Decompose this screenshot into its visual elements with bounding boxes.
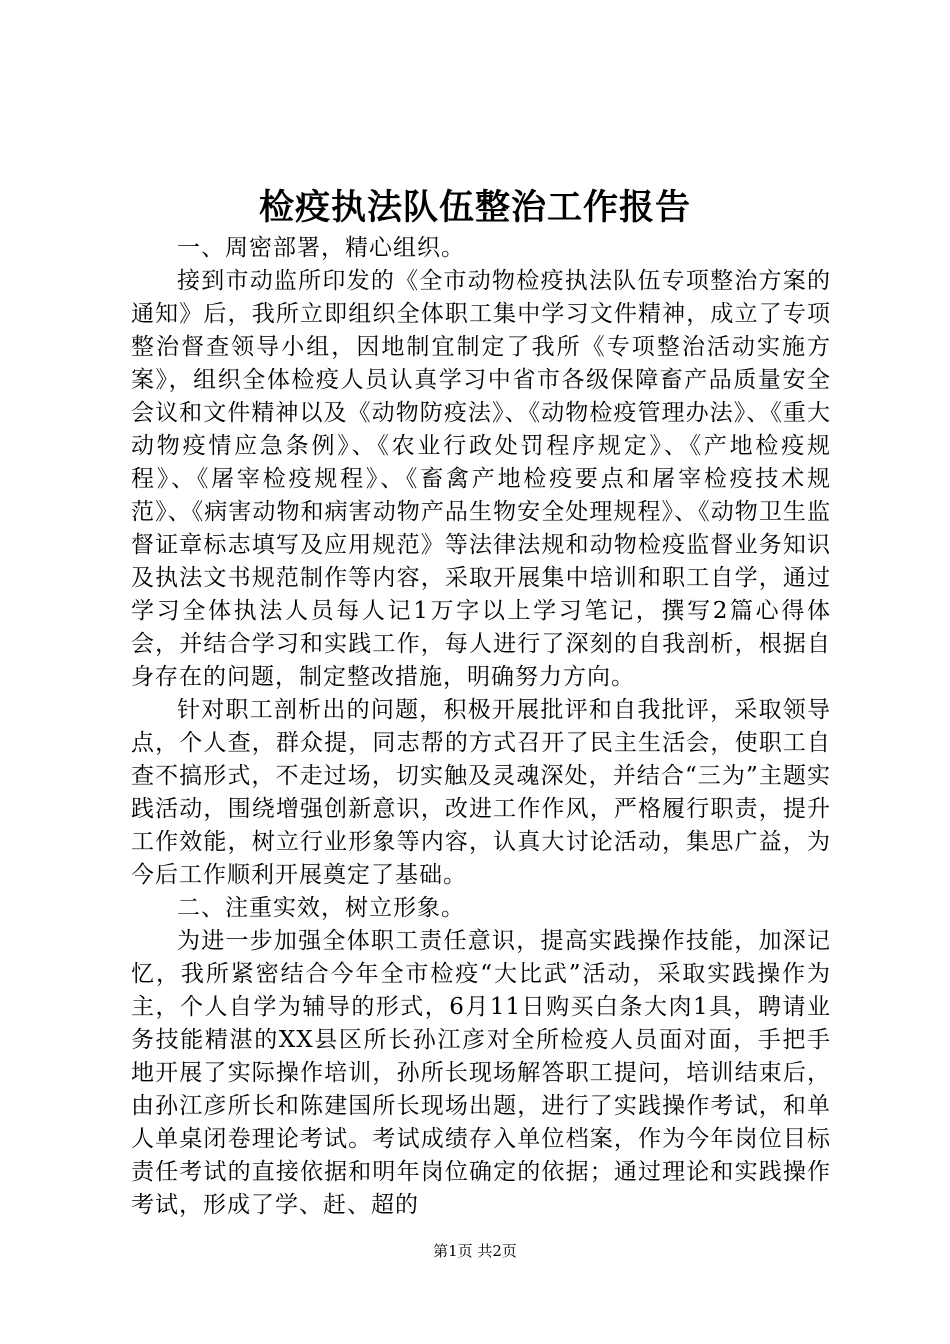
section-heading-1: 一、周密部署，精心组织。 [177,235,465,261]
document-title: 检疫执法队伍整治工作报告 [258,187,691,228]
page-number-footer: 第1页 共2页 [433,1242,517,1260]
body-paragraph: 接到市动监所印发的《全市动物检疫执法队伍专项整治方案的通知》后，我所立即组织全体职工集中学习文件精神，成立了专项整治督查领导小组，因地制宜制定了我所《专项整治活动实施方案》，组织全体检疫人员认真学习中省市各级保障畜产品质量安全会议和文件精神以及《动物防疫法》、《动物检疫管理办法》、《重大动物疫情应急条例》、《农业行政处罚程序规定》、《产地检疫规程》、《屠宰检疫规程》、《畜禽产地检疫要点和屠宰检疫技术规范》、《病害动物和病害动物产品生物安全处理规程》、《动物卫生监督证章标志填写及应用规范》等法律法规和动物检疫监督业务知识及执法文书规范制作等内容，采取开展集中培训和职工自学，通过学习全体执法人员每人记1万字以上学习笔记，撰写2篇心得体会，并结合学习和实践工作，每人进行了深刻的自我剖析，根据自身存在的问题，制定整改措施，明确努力方向。 [131,268,831,690]
section-heading-2: 二、注重实效，树立形象。 [177,895,465,921]
body-paragraph: 为进一步加强全体职工责任意识，提高实践操作技能，加深记忆，我所紧密结合今年全市检疫“大比武”活动，采取实践操作为主，个人自学为辅导的形式，6月11日购买白条大肉1具，聘请业务技能精湛的XX县区所长孙江彦对全所检疫人员面对面，手把手地开展了实际操作培训，孙所长现场解答职工提问，培训结束后，由孙江彦所长和陈建国所长现场出题，进行了实践操作考试，和单人单桌闭卷理论考试。考试成绩存入单位档案，作为今年岗位目标责任考试的直接依据和明年岗位确定的依据；通过理论和实践操作考试，形成了学、赶、超的 [131,928,831,1218]
document-body [131,232,831,1222]
body-paragraph: 针对职工剖析出的问题，积极开展批评和自我批评，采取领导点，个人查，群众提，同志帮的方式召开了民主生活会，使职工自查不搞形式，不走过场，切实触及灵魂深处，并结合“三为”主题实践活动，围绕增强创新意识，改进工作作风，严格履行职责，提升工作效能，树立行业形象等内容，认真大讨论活动，集思广益，为今后工作顺利开展奠定了基础。 [131,697,831,888]
